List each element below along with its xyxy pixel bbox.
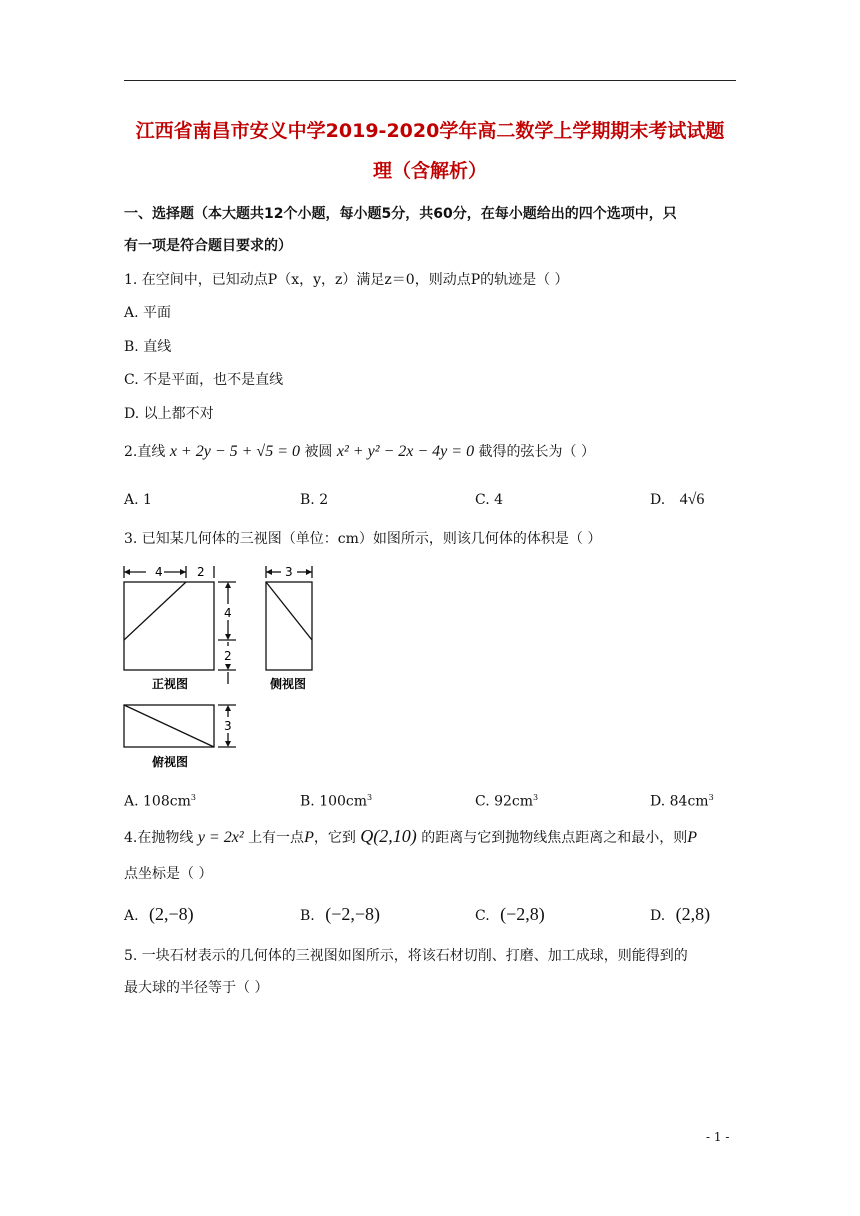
question-2-option-b: B. 2	[300, 492, 329, 508]
question-4-point-q: Q(2,10)	[360, 826, 417, 846]
question-4-mid2: ，它到	[313, 830, 356, 846]
section-heading-line2: 有一项是符合题目要求的）	[124, 238, 292, 254]
top-view-diagonal	[124, 705, 214, 747]
question-3-stem: 3. 已知某几何体的三视图（单位：cm）如图所示，则该几何体的体积是（ ）	[124, 531, 602, 547]
question-2-option-d-value: 4√6	[679, 491, 705, 508]
question-1-option-c: C. 不是平面，也不是直线	[124, 372, 284, 388]
question-1-option-a: A. 平面	[124, 305, 172, 321]
side-view-label: 侧视图	[270, 677, 307, 691]
dim-side-width: 3	[285, 565, 293, 579]
question-1-option-b: B. 直线	[124, 339, 172, 355]
header-rule	[124, 80, 736, 81]
question-2-line-equation: x + 2y − 5 + √5 = 0	[169, 443, 300, 460]
question-4-prefix: 4.在抛物线	[124, 830, 194, 846]
question-4-parabola: y = 2x²	[197, 829, 244, 846]
dim-front-extra: 2	[197, 565, 205, 579]
question-4-mid3: 的距离与它到抛物线焦点距离之和最小，则	[421, 830, 688, 846]
question-3-option-a: A. $108cm^3$	[124, 793, 196, 810]
front-view-rect	[124, 582, 214, 670]
question-4-stem-line2: 点坐标是（ ）	[124, 866, 213, 882]
question-3-option-b: B. $100cm^3$	[300, 793, 373, 810]
question-4-option-a: A. (2,−8)	[124, 904, 194, 924]
question-2-option-d	[650, 490, 704, 510]
question-4-point-p2: P	[687, 829, 698, 846]
side-view-diagonal	[266, 582, 312, 640]
question-1-stem: 1. 在空间中，已知动点P（x，y，z）满足z＝0，则动点P的轨迹是（ ）	[124, 272, 569, 288]
document-title-line1: 江西省南昌市安义中学2019-2020学年高二数学上学期期末考试试题	[135, 120, 725, 142]
question-3-option-d: D. $84cm^3$	[650, 793, 714, 810]
question-2-stem	[124, 442, 595, 462]
dim-top-depth: 3	[224, 719, 232, 733]
question-3-option-c: C. $92cm^3$	[475, 793, 539, 810]
question-2-mid: 被圆	[304, 444, 333, 460]
question-2-prefix: 2.直线	[124, 444, 166, 460]
section-heading-line1: 一、选择题（本大题共12个小题，每小题5分，共60分，在每小题给出的四个选项中，只	[124, 206, 677, 222]
dim-front-lower: 2	[224, 649, 232, 663]
question-5-stem-line2: 最大球的半径等于（ ）	[124, 980, 269, 996]
side-view-rect	[266, 582, 312, 670]
question-2-option-a: A. 1	[124, 492, 152, 508]
question-2-option-c: C. 4	[475, 492, 504, 508]
question-2-circle-equation: x² + y² − 2x − 4y = 0	[336, 443, 475, 460]
page-number: - 1 -	[706, 1130, 730, 1144]
dim-front-width: 4	[155, 565, 163, 579]
front-view-label: 正视图	[152, 677, 189, 691]
question-5-stem-line1: 5. 一块石材表示的几何体的三视图如图所示，将该石材切削、打磨、加工成球，则能得到的	[124, 948, 688, 964]
question-4-stem-line1	[124, 826, 697, 848]
front-view-diagonal	[124, 582, 186, 640]
question-4-option-d: D. (2,8)	[650, 904, 711, 924]
top-view-label: 俯视图	[152, 755, 189, 769]
three-view-figure	[118, 562, 318, 774]
question-4-mid1: 上有一点	[248, 830, 305, 846]
question-4-option-c: C. (−2,8)	[475, 904, 545, 924]
question-4-point-p: P	[304, 829, 314, 846]
question-2-option-d-label: D.	[650, 492, 666, 508]
document-title-line2: 理（含解析）	[372, 160, 487, 182]
question-1-option-d: D. 以上都不对	[124, 406, 214, 422]
question-4-option-b: B. (−2,−8)	[300, 904, 380, 924]
question-2-suffix: 截得的弦长为（ ）	[478, 444, 595, 460]
dim-front-upper: 4	[224, 606, 232, 620]
